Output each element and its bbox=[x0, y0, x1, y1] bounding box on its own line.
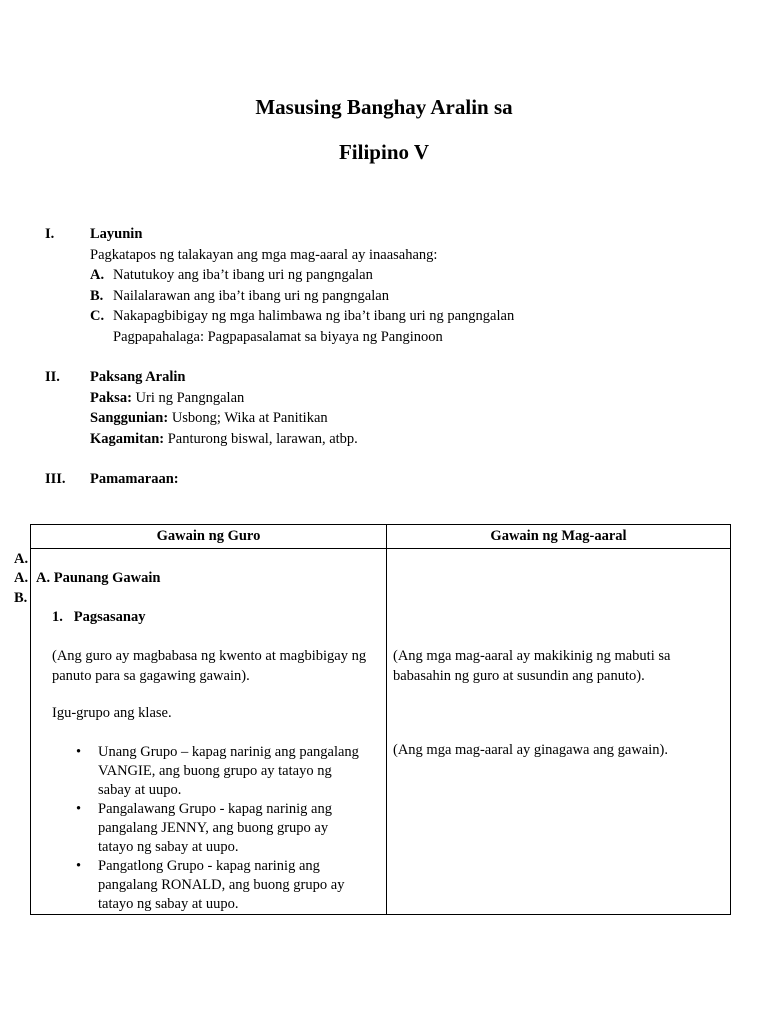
bullet-line: pangalang RONALD, ang buong grupo ay bbox=[98, 877, 345, 893]
table-step: 1. Pagsasanay bbox=[52, 609, 146, 625]
objective-letter: A. bbox=[90, 267, 105, 283]
kagamitan-line bbox=[90, 429, 590, 450]
section-body bbox=[90, 224, 590, 347]
objective-letter: C. bbox=[90, 308, 105, 324]
kagamitan-label: Kagamitan: bbox=[90, 430, 165, 447]
objective-item bbox=[90, 306, 590, 327]
group-bullet-list bbox=[76, 743, 366, 914]
bullet-line: tatayo ng sabay at uupo. bbox=[98, 896, 239, 912]
section-body bbox=[90, 367, 590, 449]
student-response-line: babasahin ng guro at susundin ang panuto). bbox=[393, 667, 645, 684]
section-number: I. bbox=[45, 226, 55, 242]
student-activity: (Ang mga mag-aaral ay ginagawa ang gawain). bbox=[393, 742, 668, 758]
list-item bbox=[76, 743, 366, 800]
values-line: Pagpapahalaga: Pagpapasalamat sa biyaya ng Panginoon bbox=[113, 328, 443, 345]
teacher-instruction-line: (Ang guro ay magbabasa ng kwento at magbibigay ng bbox=[52, 648, 367, 664]
student-column-header: Gawain ng Mag-aaral bbox=[490, 528, 627, 544]
objective-text: Nakapagbibigay ng mga halimbawa ng iba’t ibang uri ng pangngalan bbox=[113, 308, 515, 324]
section-heading: Paksang Aralin bbox=[90, 369, 186, 385]
sanggunian-line bbox=[90, 408, 590, 429]
objective-item bbox=[90, 286, 590, 307]
bullet-line: sabay at uupo. bbox=[98, 782, 182, 798]
objective-text: Natutukoy ang iba’t ibang uri ng pangngalan bbox=[113, 267, 373, 283]
bullet-line: Pangatlong Grupo - kapag narinig ang bbox=[98, 858, 320, 874]
teacher-instruction bbox=[52, 647, 387, 686]
teacher-column-header: Gawain ng Guro bbox=[156, 528, 261, 544]
objective-item bbox=[90, 265, 590, 286]
teacher-instruction-line: panuto para sa gagawing gawain). bbox=[52, 667, 250, 684]
section-body bbox=[90, 469, 590, 490]
table-subheading: A. Paunang Gawain bbox=[36, 570, 161, 586]
paksa-label: Paksa: bbox=[90, 389, 132, 406]
bullet-line: Pangalawang Grupo - kapag narinig ang bbox=[98, 801, 332, 817]
kagamitan-value: Panturong biswal, larawan, atbp. bbox=[164, 430, 358, 447]
objective-letter: B. bbox=[90, 287, 104, 304]
list-item bbox=[76, 857, 366, 914]
student-response-line: (Ang mga mag-aaral ay makikinig ng mabuti sa bbox=[393, 648, 671, 664]
paksa-line bbox=[90, 388, 590, 409]
bullet-line: Unang Grupo – kapag narinig ang pangalang bbox=[98, 744, 359, 760]
section-heading: Layunin bbox=[90, 226, 143, 242]
paksa-value: Uri ng Pangngalan bbox=[131, 389, 245, 406]
stray-list-letter: A. bbox=[14, 551, 29, 567]
section-number: II. bbox=[45, 369, 60, 385]
stray-list-letter: A. bbox=[14, 570, 29, 586]
teacher-grouping: Igu-grupo ang klase. bbox=[52, 705, 172, 721]
section-intro: Pagkatapos ng talakayan ang mga mag-aaral ay inaasahang: bbox=[90, 246, 438, 263]
bullet-icon: • bbox=[76, 744, 82, 760]
document-title-line1: Masusing Banghay Aralin sa bbox=[255, 95, 513, 119]
bullet-line: tatayo ng sabay at uupo. bbox=[98, 839, 239, 855]
procedure-table bbox=[30, 524, 731, 915]
section-number: III. bbox=[45, 471, 66, 487]
stray-list-letter: B. bbox=[14, 590, 28, 606]
list-item bbox=[76, 800, 366, 857]
section-heading: Pamamaraan: bbox=[90, 471, 179, 487]
sanggunian-value: Usbong; Wika at Panitikan bbox=[168, 410, 328, 426]
student-response bbox=[393, 647, 723, 686]
bullet-icon: • bbox=[76, 858, 82, 874]
bullet-line: VANGIE, ang buong grupo ay tatayo ng bbox=[98, 763, 332, 779]
bullet-line: pangalang JENNY, ang buong grupo ay bbox=[98, 820, 329, 836]
bullet-icon: • bbox=[76, 801, 82, 817]
objective-text: Nailalarawan ang iba’t ibang uri ng pangngalan bbox=[113, 287, 389, 304]
sanggunian-label: Sanggunian: bbox=[90, 410, 169, 426]
column-divider bbox=[386, 525, 387, 914]
document-title-line2: Filipino V bbox=[338, 140, 430, 164]
header-divider bbox=[31, 548, 730, 549]
